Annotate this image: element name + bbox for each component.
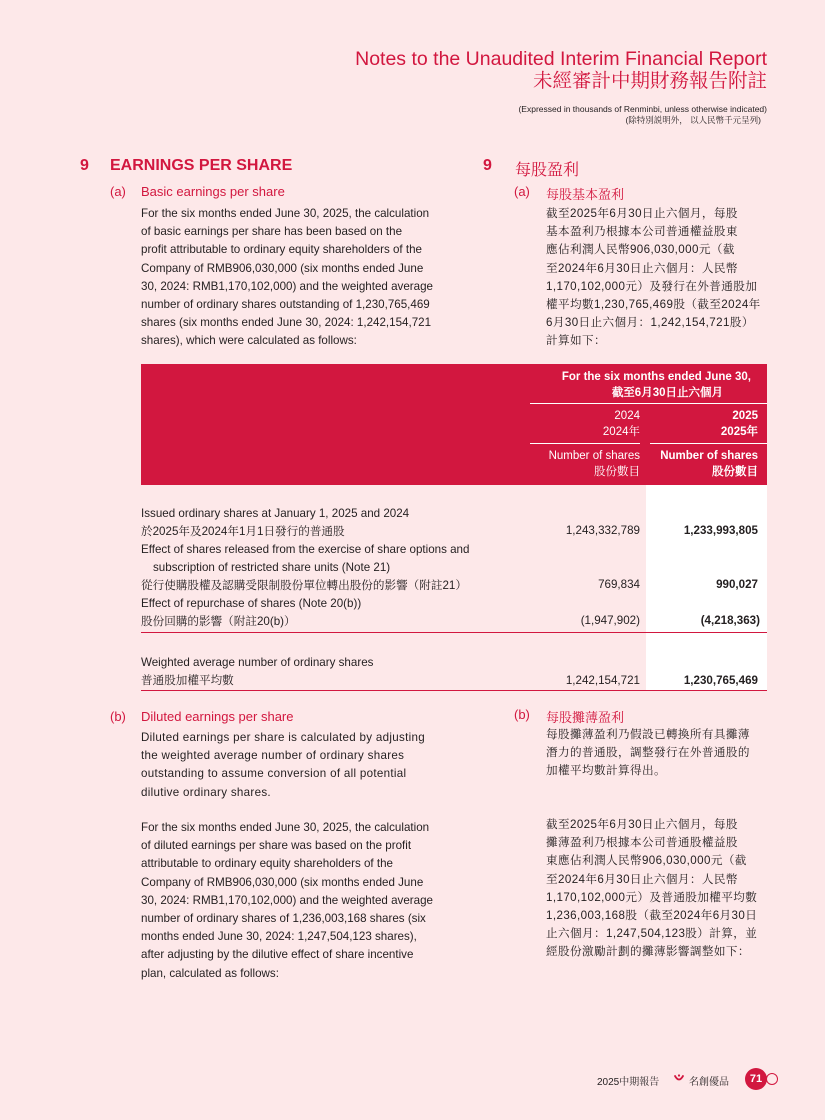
text-line: 1,170,102,000元）及發行在外普通股加 — [546, 279, 758, 293]
col-2025-unit — [650, 448, 758, 480]
text-line: 潛力的普通股，調整發行在外普通股的 — [546, 746, 750, 760]
text-line: dilutive ordinary shares. — [141, 785, 271, 799]
col-2024-unit — [530, 448, 640, 480]
currency-note — [518, 104, 767, 126]
currency-note-en: (Expressed in thousands of Renminbi, unless otherwise indicated) — [518, 104, 767, 114]
unit-zh: 股份數目 — [712, 466, 758, 478]
table-period-zh: 截至6月30日止六個月 — [611, 387, 723, 399]
row-label-zh: 從行使購股權及認購受限制股份單位轉出股份的影響（附註21） — [141, 579, 467, 592]
text-line: Company of RMB906,030,000 (six months ended June — [141, 875, 424, 889]
text-line: For the six months ended June 30, 2025, the calculation — [141, 207, 430, 220]
diluted-paragraph-1-en — [141, 729, 457, 802]
report-title — [355, 48, 767, 92]
table-cell-2024: 769,834 — [598, 578, 640, 591]
table-cell-2024: (1,947,902) — [580, 614, 640, 627]
table-cell-2025: (4,218,363) — [700, 614, 760, 627]
subtotal-rule — [141, 632, 767, 633]
table-cell-2025: 1,233,993,805 — [683, 524, 758, 537]
basic-paragraph-en — [141, 205, 457, 351]
text-line: 至2024年6月30日止六個月：人民幣 — [546, 261, 738, 275]
text-line: 止六個月：1,247,504,123股）計算，並 — [546, 927, 758, 941]
text-line: 30, 2024: RMB1,170,102,000) and the weighted average — [141, 279, 433, 293]
col-2024-year-zh: 2024年 — [602, 426, 640, 438]
text-line: outstanding to assume conversion of all potential — [141, 767, 407, 781]
text-line: 計算如下： — [546, 334, 606, 348]
text-line: 權平均數1,230,765,469股（截至2024年 — [546, 298, 761, 312]
text-line: number of ordinary shares of 1,236,003,168 shares (six — [141, 912, 426, 926]
text-line: number of ordinary shares outstanding of 1,230,765,469 — [141, 298, 430, 312]
text-line: 每股攤薄盈利乃假設已轉換所有具攤薄 — [546, 728, 750, 741]
header-divider — [530, 403, 767, 404]
subsection-a-title-zh: 每股基本盈利 — [546, 187, 625, 202]
row-label-en: Effect of repurchase of shares (Note 20(b)) — [141, 597, 362, 610]
table-row-label — [141, 505, 409, 541]
col-2025-header — [650, 408, 758, 440]
unit-en: Number of shares — [548, 450, 640, 462]
table-cell-2024: 1,243,332,789 — [565, 524, 640, 537]
text-line: months ended June 30, 2024: 1,247,504,123 shares), — [141, 930, 417, 944]
subsection-b-label-en: (b) — [110, 709, 126, 724]
table-total-label — [141, 654, 373, 690]
text-line: 經股份激勵計劃的攤薄影響調整如下： — [546, 945, 750, 959]
row-label-en-cont: subscription of restricted share units (Note 21) — [153, 561, 391, 574]
text-line: 1,170,102,000元）及普通股加權平均數 — [546, 890, 758, 904]
subsection-b-title-zh: 每股攤薄盈利 — [546, 710, 625, 725]
brand-logo-icon — [673, 1072, 685, 1084]
text-line: Company of RMB906,030,000 (six months ended June — [141, 261, 424, 275]
page-number: 71 — [745, 1068, 767, 1090]
report-title-en: Notes to the Unaudited Interim Financial Report — [355, 48, 767, 70]
total-cell-2024: 1,242,154,721 — [565, 674, 640, 687]
diluted-paragraph-2-zh — [546, 816, 768, 962]
table-period-en: For the six months ended June 30, — [561, 371, 751, 383]
col-2025-year-zh: 2025年 — [720, 426, 758, 438]
section-title-en: EARNINGS PER SHARE — [110, 157, 293, 174]
subsection-a-label-en: (a) — [110, 184, 126, 199]
row-label-zh: 於2025年及2024年1月1日發行的普通股 — [141, 525, 345, 538]
total-label-zh: 普通股加權平均數 — [141, 674, 234, 687]
text-line: 攤薄盈利乃根據本公司普通股權益股 — [546, 836, 738, 850]
subsection-a-label-zh: (a) — [514, 184, 530, 199]
table-row-label — [141, 595, 361, 631]
text-line: 6月30日止六個月：1,242,154,721股） — [546, 316, 754, 330]
total-cell-2025: 1,230,765,469 — [683, 674, 758, 687]
text-line: 截至2025年6月30日止六個月，每股 — [546, 207, 738, 220]
text-line: 至2024年6月30日止六個月：人民幣 — [546, 872, 738, 886]
col-2025-year: 2025 — [732, 410, 758, 422]
text-line: attributable to ordinary equity shareholders of the — [141, 857, 393, 871]
text-line: 1,236,003,168股（截至2024年6月30日 — [546, 909, 758, 923]
section-number-zh: 9 — [483, 157, 492, 174]
row-label-en: Effect of shares released from the exercise of share options and — [141, 543, 470, 556]
page-ring-icon — [766, 1073, 778, 1085]
row-label-en: Issued ordinary shares at January 1, 2025 and 2024 — [141, 507, 410, 520]
row-label-zh: 股份回購的影響（附註20(b)） — [141, 615, 296, 628]
table-cell-2025: 990,027 — [716, 578, 758, 591]
table-row-label — [141, 541, 469, 595]
table-period-header — [530, 369, 767, 401]
text-line: of diluted earnings per share was based on the profit — [141, 839, 412, 853]
footer-report-name: 2025中期報告 — [597, 1077, 660, 1088]
unit-en: Number of shares — [660, 450, 758, 462]
footer-brand-name: 名創優品 — [689, 1077, 729, 1088]
text-line: of basic earnings per share has been based on the — [141, 225, 403, 239]
text-line: 基本盈利乃根據本公司普通權益股東 — [546, 225, 738, 239]
text-line: shares (six months ended June 30, 2024: 1,242,154,721 — [141, 316, 432, 330]
report-title-zh: 未經審計中期財務報告附註 — [532, 70, 767, 92]
text-line: 應佔利潤人民幣906,030,000元（截 — [546, 243, 735, 257]
text-line: shares), which were calculated as follows: — [141, 334, 357, 348]
diluted-paragraph-1-zh — [546, 726, 768, 781]
section-title-zh: 每股盈利 — [515, 162, 580, 179]
text-line: 加權平均數計算得出。 — [546, 764, 666, 778]
text-line: For the six months ended June 30, 2025, the calculation — [141, 821, 430, 834]
text-line: the weighted average number of ordinary shares — [141, 749, 405, 763]
subsection-b-label-zh: (b) — [514, 707, 530, 722]
basic-paragraph-zh — [546, 205, 768, 351]
section-number-en: 9 — [80, 157, 89, 174]
unit-zh: 股份數目 — [594, 466, 640, 478]
text-line: 東應佔利潤人民幣906,030,000元（截 — [546, 854, 747, 868]
col-2025-divider — [650, 443, 767, 444]
text-line: Diluted earnings per share is calculated by adjusting — [141, 731, 425, 744]
total-rule — [141, 690, 767, 691]
total-label-en: Weighted average number of ordinary shares — [141, 656, 374, 669]
text-line: 截至2025年6月30日止六個月，每股 — [546, 818, 738, 831]
diluted-paragraph-2-en — [141, 819, 457, 983]
col-2024-divider — [530, 443, 640, 444]
text-line: after adjusting by the dilutive effect of share incentive — [141, 948, 414, 962]
text-line: 30, 2024: RMB1,170,102,000) and the weighted average — [141, 893, 433, 907]
col-2024-header — [530, 408, 640, 440]
col-2024-year: 2024 — [614, 410, 640, 422]
currency-note-zh: (除特別説明外， 以人民幣千元呈列) — [625, 115, 761, 125]
subsection-b-title-en: Diluted earnings per share — [141, 709, 294, 724]
text-line: profit attributable to ordinary equity shareholders of the — [141, 243, 422, 257]
subsection-a-title-en: Basic earnings per share — [141, 184, 285, 199]
text-line: plan, calculated as follows: — [141, 966, 279, 980]
